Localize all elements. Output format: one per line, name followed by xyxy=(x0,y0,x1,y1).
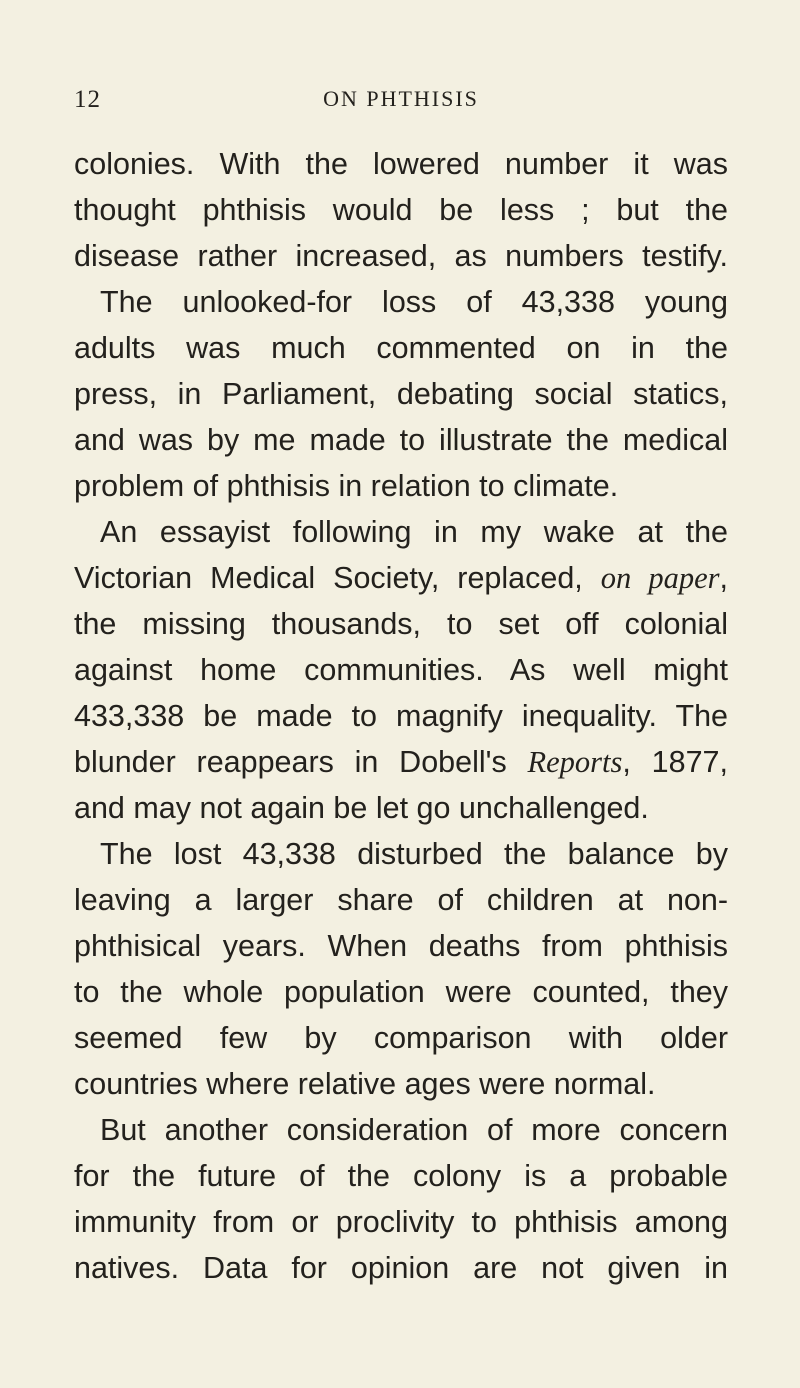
text-line: to the whole population were counted, they xyxy=(74,975,728,1009)
page-number: 12 xyxy=(74,86,101,113)
text-line: and was by me made to illustrate the medical xyxy=(74,423,728,457)
text-line: countries where relative ages were normal. xyxy=(74,1067,656,1101)
running-title: ON PHTHISIS xyxy=(323,86,479,111)
text-line: press, in Parliament, debating social statics, xyxy=(74,377,728,411)
text-line: seemed few by comparison with older xyxy=(74,1021,728,1055)
text-line: against home communities. As well might xyxy=(74,653,728,687)
paragraph-start-line: The lost 43,338 disturbed the balance by xyxy=(100,837,728,871)
body-text xyxy=(74,141,728,1291)
text-line: 433,338 be made to magnify inequality. The xyxy=(74,699,728,733)
italic-title: Reports xyxy=(527,745,623,779)
text-line: disease rather increased, as numbers testify. xyxy=(74,239,728,273)
text-line: problem of phthisis in relation to climate. xyxy=(74,469,619,503)
paragraph-start-line: The unlooked-for loss of 43,338 young xyxy=(100,285,728,319)
text-line: for the future of the colony is a probable xyxy=(74,1159,728,1193)
text-line: leaving a larger share of children at non- xyxy=(74,883,728,917)
text-line: the missing thousands, to set off colonial xyxy=(74,607,728,641)
text-line: blunder reappears in Dobell's Reports, 1877, xyxy=(74,745,728,779)
text-line: and may not again be let go unchallenged. xyxy=(74,791,649,825)
text-line: immunity from or proclivity to phthisis among xyxy=(74,1205,728,1239)
text-line: thought phthisis would be less ; but the xyxy=(74,193,728,227)
text-line: adults was much commented on in the xyxy=(74,331,728,365)
text-line: colonies. With the lowered number it was xyxy=(74,147,728,181)
text-line: phthisical years. When deaths from phthisis xyxy=(74,929,728,963)
page-header xyxy=(74,86,728,116)
paragraph-start-line: An essayist following in my wake at the xyxy=(100,515,728,549)
text-line: natives. Data for opinion are not given in xyxy=(74,1251,728,1285)
italic-phrase: on paper xyxy=(600,561,720,595)
text-line: Victorian Medical Society, replaced, on paper, xyxy=(74,561,728,595)
paragraph-start-line: But another consideration of more concern xyxy=(100,1113,728,1147)
